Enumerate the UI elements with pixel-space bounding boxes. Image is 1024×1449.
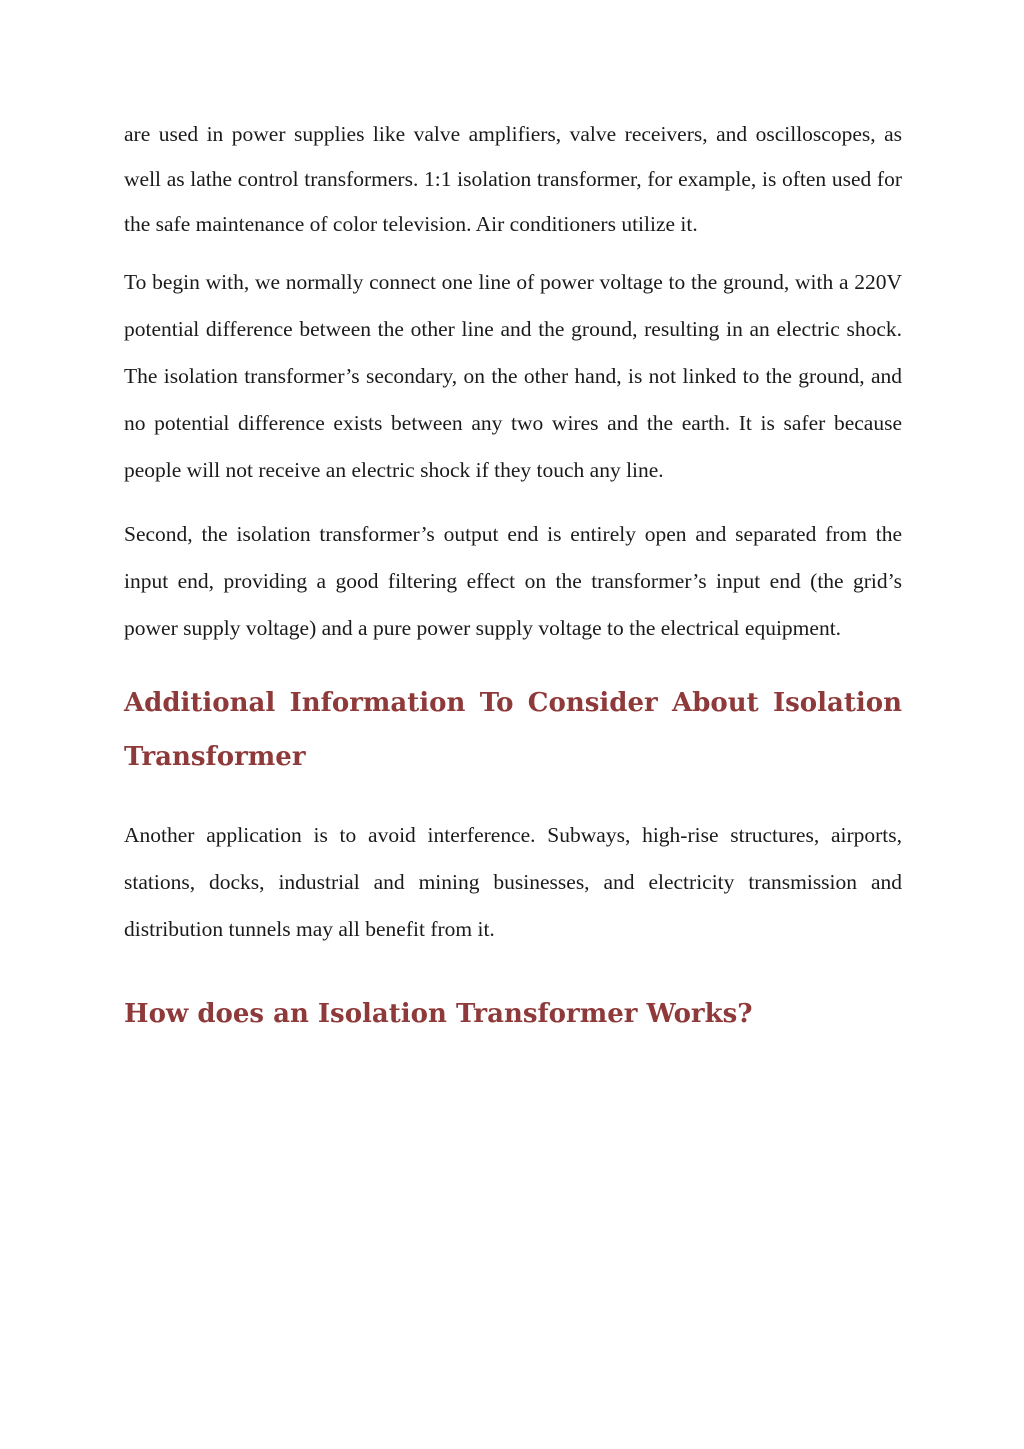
document-page [124,112,902,1041]
paragraph-second-reason: Second, the isolation transformer’s output end is entirely open and separated from the input end, providing a good filtering effect on the transformer’s input end (the grid’s power supply voltage) and a pure power supply voltage to the electrical equipment. [124,522,902,640]
section-heading-how-it-works: How does an Isolation Transformer Works? [124,999,753,1029]
section-heading-additional-information: Additional Information To Consider About Isolation Transformer [124,688,902,772]
paragraph-applications: are used in power supplies like valve amplifiers, valve receivers, and oscilloscopes, as well as lathe control transformers. 1:1 isolation transformer, for example, is often used for the safe maintenance of color television. Air conditioners utilize it. [124,122,902,236]
paragraph-first-reason: To begin with, we normally connect one line of power voltage to the ground, with a 220V potential difference between the other line and the ground, resulting in an electric shock. The isolation transformer’s secondary, on the other hand, is not linked to the ground, and no potential difference exists between any two wires and the earth. It is safer because people will not receive an electric shock if they touch any line. [124,270,902,482]
paragraph-interference: Another application is to avoid interference. Subways, high-rise structures, airports, stations, docks, industrial and mining businesses, and electricity transmission and distribution tunnels may all benefit from it. [124,823,902,941]
